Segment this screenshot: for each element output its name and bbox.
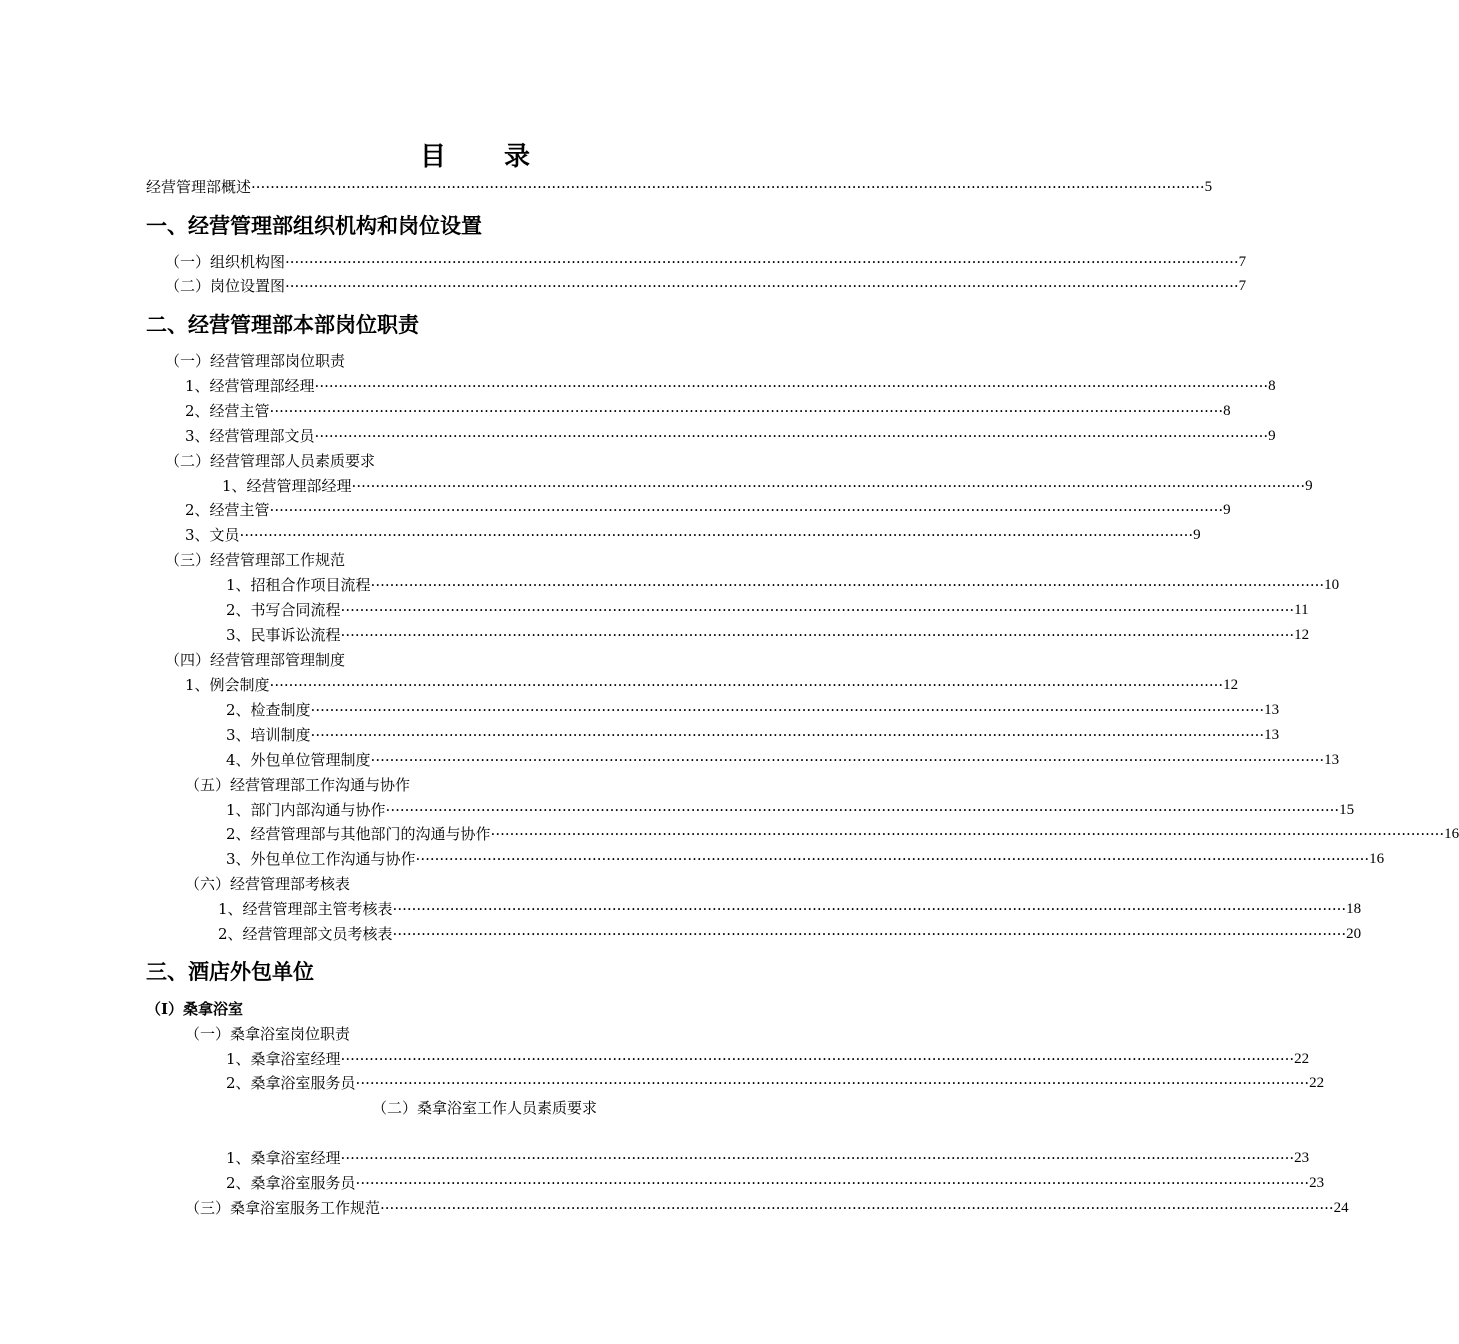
toc-entry[interactable]: 1、经营管理部主管考核表 ········································································································································································································ 18: [218, 897, 698, 921]
toc-entry[interactable]: 3、经营管理部文员 ········································································································································································································ 9: [185, 424, 655, 448]
dot-leader: ········································································································································································································: [340, 1050, 1295, 1068]
dot-leader: ········································································································································································································: [285, 277, 1239, 295]
subsection-label: （三）经营管理部工作规范: [165, 551, 346, 569]
toc-entry[interactable]: （二）岗位设置图 ········································································································································································································ 7: [165, 274, 680, 298]
toc-entry[interactable]: 2、经营管理部与其他部门的沟通与协作 ········································································································································································································ 16: [226, 822, 690, 846]
dot-leader: ········································································································································································································: [269, 501, 1224, 519]
dot-leader: ········································································································································································································: [385, 801, 1340, 819]
dot-leader: ········································································································································································································: [490, 825, 1445, 843]
toc-entry[interactable]: 2、经营主管 ········································································································································································································ 9: [185, 498, 655, 522]
subsection-label: （四）经营管理部管理制度: [165, 651, 346, 669]
toc-title: [0, 136, 950, 173]
unit-label: （Ⅰ）桑拿浴室: [146, 1000, 244, 1018]
dot-leader: ········································································································································································································: [415, 850, 1370, 868]
toc-entry[interactable]: （三）桑拿浴室服务工作规范 ········································································································································································································ 24: [185, 1196, 698, 1220]
toc-entry[interactable]: 1、桑拿浴室经理 ········································································································································································································ 23: [226, 1146, 698, 1170]
toc-entry[interactable]: （一）组织机构图 ········································································································································································································ 7: [165, 250, 680, 274]
dot-leader: ········································································································································································································: [269, 676, 1224, 694]
toc-entry[interactable]: 1、桑拿浴室经理 ········································································································································································································ 22: [226, 1047, 698, 1071]
toc-entry[interactable]: 3、文员 ········································································································································································································ 9: [185, 523, 655, 547]
toc-entry[interactable]: 2、经营主管 ········································································································································································································ 8: [185, 399, 655, 423]
toc-entry[interactable]: 1、经营管理部经理 ········································································································································································································ 9: [222, 474, 692, 498]
subsection-label: （一）经营管理部岗位职责: [165, 352, 346, 370]
dot-leader: ········································································································································································································: [314, 377, 1269, 395]
toc-entry-overview[interactable]: 经营管理部概述 ········································································································································································································ 5: [146, 175, 698, 199]
title-char-2: 录: [504, 142, 531, 172]
dot-leader: ········································································································································································································: [340, 601, 1295, 619]
dot-leader: ········································································································································································································: [355, 1074, 1310, 1092]
dot-leader: ········································································································································································································: [351, 477, 1306, 495]
subsection-label: （二）经营管理部人员素质要求: [165, 452, 376, 470]
toc-entry[interactable]: 1、招租合作项目流程 ········································································································································································································ 10: [226, 573, 698, 597]
subsection-label: （一）桑拿浴室岗位职责: [185, 1025, 351, 1043]
dot-leader: ········································································································································································································: [269, 402, 1224, 420]
dot-leader: ········································································································································································································: [340, 626, 1295, 644]
toc-entry[interactable]: 2、经营管理部文员考核表 ········································································································································································································ 20: [218, 922, 698, 946]
dot-leader: ········································································································································································································: [285, 253, 1239, 271]
dot-leader: ········································································································································································································: [239, 526, 1194, 544]
dot-leader: ········································································································································································································: [251, 178, 1205, 196]
title-char-1: 目: [419, 142, 446, 172]
toc-entry[interactable]: 3、外包单位工作沟通与协作 ········································································································································································································ 16: [226, 847, 698, 871]
section-heading-1: 一、经营管理部组织机构和岗位设置: [146, 213, 482, 238]
dot-leader: ········································································································································································································: [370, 751, 1325, 769]
dot-leader: ········································································································································································································: [380, 1199, 1334, 1217]
dot-leader: ········································································································································································································: [392, 925, 1347, 943]
toc-entry[interactable]: 1、部门内部沟通与协作 ········································································································································································································ 15: [226, 798, 698, 822]
toc-entry[interactable]: 3、民事诉讼流程 ········································································································································································································ 12: [226, 623, 698, 647]
toc-entry[interactable]: 4、外包单位管理制度 ········································································································································································································ 13: [226, 748, 698, 772]
subsection-label: （六）经营管理部考核表: [185, 875, 351, 893]
dot-leader: ········································································································································································································: [310, 726, 1265, 744]
section-heading-2: 二、经营管理部本部岗位职责: [146, 312, 419, 337]
subsection-label: （五）经营管理部工作沟通与协作: [185, 776, 411, 794]
dot-leader: ········································································································································································································: [392, 900, 1347, 918]
toc-entry[interactable]: 2、桑拿浴室服务员 ········································································································································································································ 22: [226, 1071, 698, 1095]
dot-leader: ········································································································································································································: [314, 427, 1269, 445]
toc-entry[interactable]: 2、桑拿浴室服务员 ········································································································································································································ 23: [226, 1171, 698, 1195]
dot-leader: ········································································································································································································: [370, 576, 1325, 594]
toc-entry[interactable]: 3、培训制度 ········································································································································································································ 13: [226, 723, 698, 747]
dot-leader: ········································································································································································································: [355, 1174, 1310, 1192]
dot-leader: ········································································································································································································: [310, 701, 1265, 719]
dot-leader: ········································································································································································································: [340, 1149, 1295, 1167]
subsection-label: （二）桑拿浴室工作人员素质要求: [372, 1099, 598, 1117]
section-heading-3: 三、酒店外包单位: [146, 959, 314, 984]
toc-entry[interactable]: 2、检查制度 ········································································································································································································ 13: [226, 698, 698, 722]
toc-entry[interactable]: 1、经营管理部经理 ········································································································································································································ 8: [185, 374, 655, 398]
toc-entry[interactable]: 1、例会制度 ········································································································································································································ 12: [185, 673, 657, 697]
toc-entry[interactable]: 2、书写合同流程 ········································································································································································································ 11: [226, 598, 698, 622]
